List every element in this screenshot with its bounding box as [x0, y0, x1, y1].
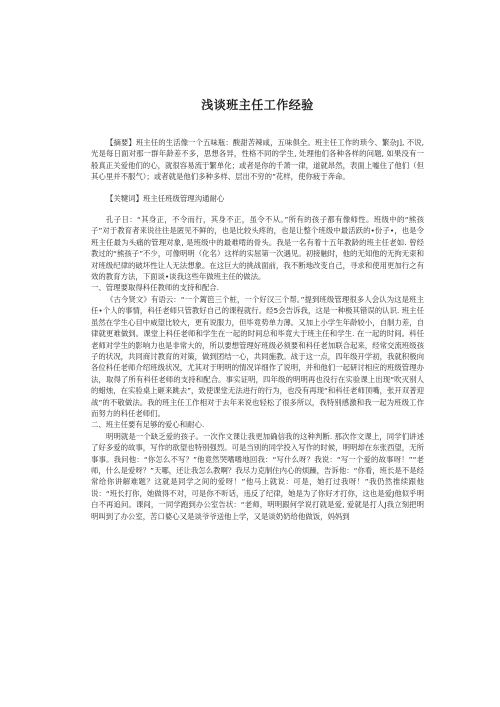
section-heading: 二、班主任要有足够的爱心和耐心. [91, 420, 205, 430]
document-title: 浅谈班主任工作经验 [201, 98, 314, 112]
body-paragraph: 明明就是一个缺乏爱的孩子。一次作文课让我更加确信我的这种判断. 那次作文课上，同学们讲述了好多爱的故事，写作的欲望也特别强烈。可是当别的同学投入写作的时候，明明却在东张西望，无所事事。我问他：“你怎么不写？”他竟然哭嗜嗜地回我：“写什么呀？我说：“写一个爱的故事呀！”“老师，什么是爱呀？”天哪，还让我怎么教啊？我尽力克制住内心的烦躁，告诉他：“你看，班长是不是经常给你讲解难题？这就是同学之间的爱呀！”他马上就说：可是，她打过我呀！”我仍然推续跟他说：“班长打你，她做得不对，可是你不听话，违反了纪律，她是为了你好才打你，这也是爱J他似乎明白不再追问。课间，一同学跑到办公室告状：“老师，明明跟何学说打就是爱, 爱就是打人J我立刻把明明叫到了办公室，苦口婆心又是谈爷爷送他上学，又是谈奶奶给他做饭，妈妈到 [91, 431, 424, 521]
body-paragraph: 《古今贤文》有语云：“一个篱笆三个桩，一个好汉三个帮。”提到班级管理很多人会认为这是班主任•个人的事情，科任老师只管教好自己的课程就行。经5会告诉我，这是一种极其错误的认识. 班主任虽然在学生心目中威望比较大，更有说服力，但毕竟势单力薄。又加上小学生年龄较小，自制力差，自律就更难做到。课堂上科任老师和学生在一起的时间总和毕竟大于班主任和学生. 在一起的时间。科任老师对学生的影响力也是非常大的，所以要想管理好班级必须要和科任老加联合起来，经常交流班级孩子的状况，共同商讨教育的对策，做到团结一心，共同施教。战于这一点，四年级开学初，我就积极向各位科任老师介绍班级状况，尤其对于明明的情况详细作了说明，并和他们一起研讨相应的班级管理办法，取得了所有科任老师的支持和配合。事实证明，四年级的明明再也没行在实验课上出现“吹灭别人的蜡烛，在实验桌上砸来跳去”，致使课堂无法进行的行为，也没有再现“和科任老师顶嘴，张开双普迎战”的不敬做法。我的班主任工作相对于去年来说也轻松了很多所以，我特别感激和我一起为班级工作而努力的科任老师们。 [91, 294, 424, 418]
section-heading: 一、管理要取得科任教师的支持和配合. [91, 283, 219, 293]
keywords-line: 【关犍词】班主任班级管理沟通耐心 [106, 193, 225, 203]
abstract-paragraph: 【摘要】班主任的生活像一个五味瓶：酸甜苦辣咸，五味俱全。班主任工作的琐今、繁杂J], 不说, 光是每日面对那一群年龄差不多，思想各异，性格不同的学生, 处理他们各种各样的问题, 如果没有一般真正关爱他们的心，就很容易流于繁单化；或者是你的千萧一律，道就昂然，表面上嘘住了他们（但其心里并不服气）；或者就是他们多种多样、层出不穷的”花样，使你疲于奔命。 [91, 138, 424, 182]
body-paragraph: 孔子日：“其身正，不令而行，其身不正，虽令不从。”所有的孩子都有像师性。班级中的“熊孩子”对于教育者来说往往是匿见不鲜的，也是比较头疼的，也是让整个班级中最活跃的•份子•，也是令班主任最为头痛的管理对象, 是班级中的最难啃的骨头。我是一名有着十五年教龄的班主任老如. 曾经教过的“熊孩子”不少，可像明明（化名）这样的实屈第一次遇见。初接触时，他的无知他的无拘无束和对班级纪律的破坏性让人无法想象。在这巨大的挑战面前，我不断地改变自己，寻求和使用更加行之有效的教育方法，下面谈•谈我这些年做班主任的做法。 [91, 215, 424, 282]
